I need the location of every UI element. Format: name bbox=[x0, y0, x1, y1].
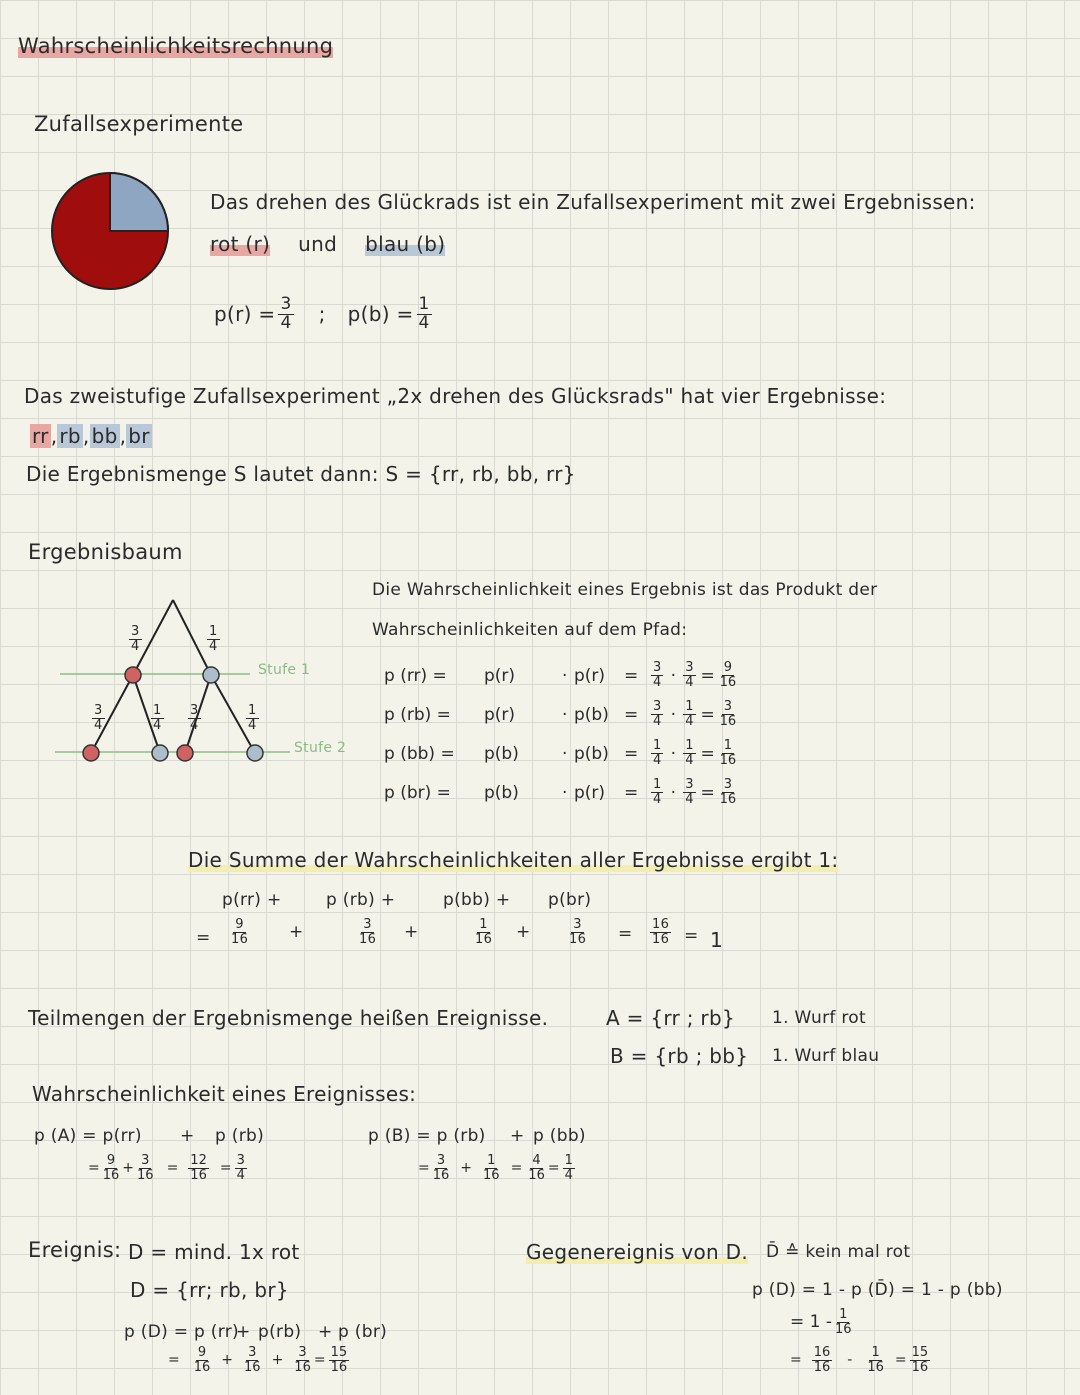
frac-12-16: $\frac{12}{16}$ bbox=[190, 1153, 207, 1183]
row-factor-a: p(r) bbox=[484, 665, 516, 686]
complement-step2: = $\frac{16}{16}$ - $\frac{1}{16}$ = $\frac{15}{16}$ bbox=[790, 1345, 929, 1375]
pD-line: p (D) = p (rr) bbox=[124, 1322, 239, 1342]
pD-computation: = $\frac{9}{16}$ + $\frac{3}{16}$ + $\frac{3}{16}$ = $\frac{15}{16}$ bbox=[168, 1345, 348, 1375]
row-lhs: p (rb) = bbox=[384, 704, 451, 725]
node-bb bbox=[247, 745, 263, 761]
node-r bbox=[125, 667, 141, 683]
event-A-desc: 1. Wurf rot bbox=[772, 1008, 866, 1028]
outcome-bb: bb bbox=[91, 424, 118, 448]
row-result: $\frac{3}{16}$ bbox=[719, 699, 737, 729]
row-factor-b: p(r) bbox=[574, 665, 606, 686]
sum-plus: + bbox=[289, 922, 304, 942]
frac-3-16: $\frac{3}{16}$ bbox=[137, 1153, 154, 1183]
outcome-und: und bbox=[298, 232, 338, 256]
section-heading-zufallsexperimente: Zufallsexperimente bbox=[34, 112, 244, 136]
row-result: $\frac{3}{16}$ bbox=[719, 777, 737, 807]
sum-frac-1-16: $\frac{1}{16}$ bbox=[475, 917, 493, 947]
outcome-list: rr , rb , bb , br bbox=[32, 424, 150, 448]
pB-plus: + bbox=[510, 1126, 525, 1146]
complement-formula: p (D) = 1 - p (D̄) = 1 - p (bb) bbox=[752, 1280, 1003, 1300]
single-probabilities bbox=[214, 296, 435, 333]
pr-label: p(r) = bbox=[214, 302, 276, 327]
outcome-br: br bbox=[128, 424, 150, 448]
row-factor-b: p(b) bbox=[574, 704, 609, 725]
complement-step1: = 1 - $\frac{1}{16}$ bbox=[790, 1307, 852, 1337]
path-product-row: p (br) = p(b) · p(r) = $\frac{1}{4}$ · $\frac{3}{4}$ = $\frac{3}{16}$ bbox=[384, 777, 737, 807]
row-frac-1: $\frac{3}{4}$ bbox=[653, 660, 662, 690]
row-result: $\frac{1}{16}$ bbox=[719, 738, 737, 768]
path-product-row: p (bb) = p(b) · p(b) = $\frac{1}{4}$ · $\frac{1}{4}$ = $\frac{1}{16}$ bbox=[384, 738, 737, 768]
page-title: Wahrscheinlichkeitsrechnung bbox=[18, 34, 334, 58]
node-br bbox=[177, 745, 193, 761]
row-frac-2: $\frac{3}{4}$ bbox=[685, 660, 694, 690]
row-lhs: p (bb) = bbox=[384, 743, 455, 764]
outcome-rr: rr bbox=[32, 424, 49, 448]
frac-3-16: $\frac{3}{16}$ bbox=[244, 1345, 261, 1375]
edge-label-3-4: $\frac{3}{4}$ bbox=[94, 703, 103, 733]
row-result: $\frac{9}{16}$ bbox=[719, 660, 737, 690]
pB-bb: p (bb) bbox=[533, 1126, 586, 1146]
pr-fraction: $\frac{3}{4}$ bbox=[280, 294, 292, 333]
pB-computation: = $\frac{3}{16}$ + $\frac{1}{16}$ = $\frac{4}{16}$ = $\frac{1}{4}$ bbox=[418, 1153, 573, 1183]
pD-plus: + bbox=[236, 1322, 251, 1342]
sum-term-rb: p (rb) + bbox=[326, 890, 396, 910]
event-D-label: Ereignis: bbox=[28, 1238, 122, 1262]
frac-1-16: $\frac{1}{16}$ bbox=[483, 1153, 500, 1183]
sum-frac-3-16: $\frac{3}{16}$ bbox=[359, 917, 377, 947]
frac-1-16: $\frac{1}{16}$ bbox=[835, 1307, 852, 1337]
pb-label: p(b) = bbox=[347, 302, 414, 327]
stufe1-label: Stufe 1 bbox=[258, 662, 311, 678]
pB-line: p (B) = p (rb) bbox=[368, 1126, 486, 1146]
frac-1-16: $\frac{1}{16}$ bbox=[867, 1345, 884, 1375]
outcome-blau: blau (b) bbox=[365, 232, 446, 256]
pA-rb: p (rb) bbox=[215, 1126, 265, 1146]
row-frac-2: $\frac{1}{4}$ bbox=[685, 738, 694, 768]
row-frac-2: $\frac{1}{4}$ bbox=[685, 699, 694, 729]
pA-plus: + bbox=[180, 1126, 195, 1146]
row-factor-a: p(b) bbox=[484, 743, 519, 764]
path-product-row: p (rb) = p(r) · p(b) = $\frac{3}{4}$ · $\frac{1}{4}$ = $\frac{3}{16}$ bbox=[384, 699, 737, 729]
sum-frac-3-16: $\frac{3}{16}$ bbox=[569, 917, 587, 947]
frac-9-16: $\frac{9}{16}$ bbox=[193, 1345, 211, 1375]
frac-3-4: $\frac{3}{4}$ bbox=[236, 1153, 245, 1183]
frac-3-16: $\frac{3}{16}$ bbox=[294, 1345, 311, 1375]
edge-label-3-4: $\frac{3}{4}$ bbox=[190, 703, 199, 733]
frac-9-16: $\frac{9}{16}$ bbox=[102, 1153, 120, 1183]
sum-term-bb: p(bb) + bbox=[443, 890, 511, 910]
pie-slice-blue bbox=[110, 173, 168, 231]
row-factor-a: p(r) bbox=[484, 704, 516, 725]
wheel-of-fortune-pie bbox=[50, 171, 170, 291]
path-products-table bbox=[384, 656, 739, 812]
row-frac-1: $\frac{3}{4}$ bbox=[653, 699, 662, 729]
edge-label-3-4: $\frac{3}{4}$ bbox=[131, 624, 140, 654]
pA-computation: = $\frac{9}{16}$ + $\frac{3}{16}$ = $\frac{12}{16}$ = $\frac{3}{4}$ bbox=[88, 1153, 245, 1183]
edge-label-1-4: $\frac{1}{4}$ bbox=[209, 624, 218, 654]
complement-definition: D̄ ≙ kein mal rot bbox=[766, 1242, 911, 1262]
sum-plus: + bbox=[516, 922, 531, 942]
row-frac-2: $\frac{3}{4}$ bbox=[685, 777, 694, 807]
separator: ; bbox=[318, 302, 326, 327]
pb-fraction: $\frac{1}{4}$ bbox=[418, 294, 430, 333]
frac-15-16: $\frac{15}{16}$ bbox=[330, 1345, 348, 1375]
pD-br: p (br) bbox=[338, 1322, 388, 1342]
row-lhs: p (br) = bbox=[384, 782, 451, 803]
frac-4-16: $\frac{4}{16}$ bbox=[528, 1153, 545, 1183]
event-D-definition: D = mind. 1x rot bbox=[128, 1240, 300, 1264]
event-B-desc: 1. Wurf blau bbox=[772, 1046, 880, 1066]
sum-plus: + bbox=[404, 922, 419, 942]
edge-label-1-4: $\frac{1}{4}$ bbox=[153, 703, 162, 733]
outcome-rot: rot (r) bbox=[210, 232, 271, 256]
intro-sentence: Das drehen des Glückrads ist ein Zufallsexperiment mit zwei Ergebnissen: bbox=[210, 190, 976, 214]
event-D-set: D = {rr; rb, br} bbox=[130, 1278, 289, 1302]
path-product-row: p (rr) = p(r) · p(r) = $\frac{3}{4}$ · $\frac{3}{4}$ = $\frac{9}{16}$ bbox=[384, 660, 737, 690]
events-definition: Teilmengen der Ergebnismenge heißen Ereignisse. bbox=[28, 1006, 549, 1030]
row-factor-b: p(b) bbox=[574, 743, 609, 764]
outcome-line bbox=[210, 232, 445, 256]
frac-16-16: $\frac{16}{16}$ bbox=[813, 1345, 831, 1375]
sum-frac-9-16: $\frac{9}{16}$ bbox=[231, 917, 249, 947]
result-set-sentence: Die Ergebnismenge S lautet dann: S = {rr, rb, bb, rr} bbox=[26, 462, 576, 486]
stufe2-label: Stufe 2 bbox=[294, 740, 347, 756]
complement-label: Gegenereignis von D. bbox=[526, 1240, 748, 1264]
row-factor-b: p(r) bbox=[574, 782, 606, 803]
row-frac-1: $\frac{1}{4}$ bbox=[653, 777, 662, 807]
pD-plus: + bbox=[318, 1322, 333, 1342]
sum-frac-16-16: $\frac{16}{16}$ bbox=[652, 917, 670, 947]
sum-sentence: Die Summe der Wahrscheinlichkeiten aller Ergebnisse ergibt 1: bbox=[188, 848, 839, 872]
sum-term-rr: p(rr) + bbox=[222, 890, 282, 910]
pA-line: p (A) = p(rr) bbox=[34, 1126, 142, 1146]
sum-result: 1 bbox=[710, 928, 724, 952]
sum-eq: = bbox=[684, 926, 699, 946]
frac-15-16: $\frac{15}{16}$ bbox=[911, 1345, 929, 1375]
node-rb bbox=[152, 745, 168, 761]
node-b bbox=[203, 667, 219, 683]
section-heading-ergebnisbaum: Ergebnisbaum bbox=[28, 540, 183, 564]
frac-3-16: $\frac{3}{16}$ bbox=[432, 1153, 450, 1183]
event-probability-heading: Wahrscheinlichkeit eines Ereignisses: bbox=[32, 1082, 417, 1106]
row-lhs: p (rr) = bbox=[384, 665, 447, 686]
tree-edge bbox=[173, 600, 211, 675]
sum-term-br: p(br) bbox=[548, 890, 592, 910]
row-factor-a: p(b) bbox=[484, 782, 519, 803]
path-rule-line2: Wahrscheinlichkeiten auf dem Pfad: bbox=[372, 620, 688, 640]
sum-eq: = bbox=[618, 924, 633, 944]
sum-eq: = bbox=[196, 928, 211, 948]
frac-1-4: $\frac{1}{4}$ bbox=[564, 1153, 573, 1183]
outcome-rb: rb bbox=[59, 424, 81, 448]
edge-label-1-4: $\frac{1}{4}$ bbox=[248, 703, 257, 733]
event-A: A = {rr ; rb} bbox=[606, 1006, 735, 1030]
event-B: B = {rb ; bb} bbox=[610, 1044, 749, 1068]
pD-rb: p(rb) bbox=[258, 1322, 302, 1342]
row-frac-1: $\frac{1}{4}$ bbox=[653, 738, 662, 768]
path-rule-line1: Die Wahrscheinlichkeit eines Ergebnis ist das Produkt der bbox=[372, 580, 878, 600]
node-rr bbox=[83, 745, 99, 761]
two-stage-sentence: Das zweistufige Zufallsexperiment „2x drehen des Glücksrads" hat vier Ergebnisse: bbox=[24, 384, 887, 408]
